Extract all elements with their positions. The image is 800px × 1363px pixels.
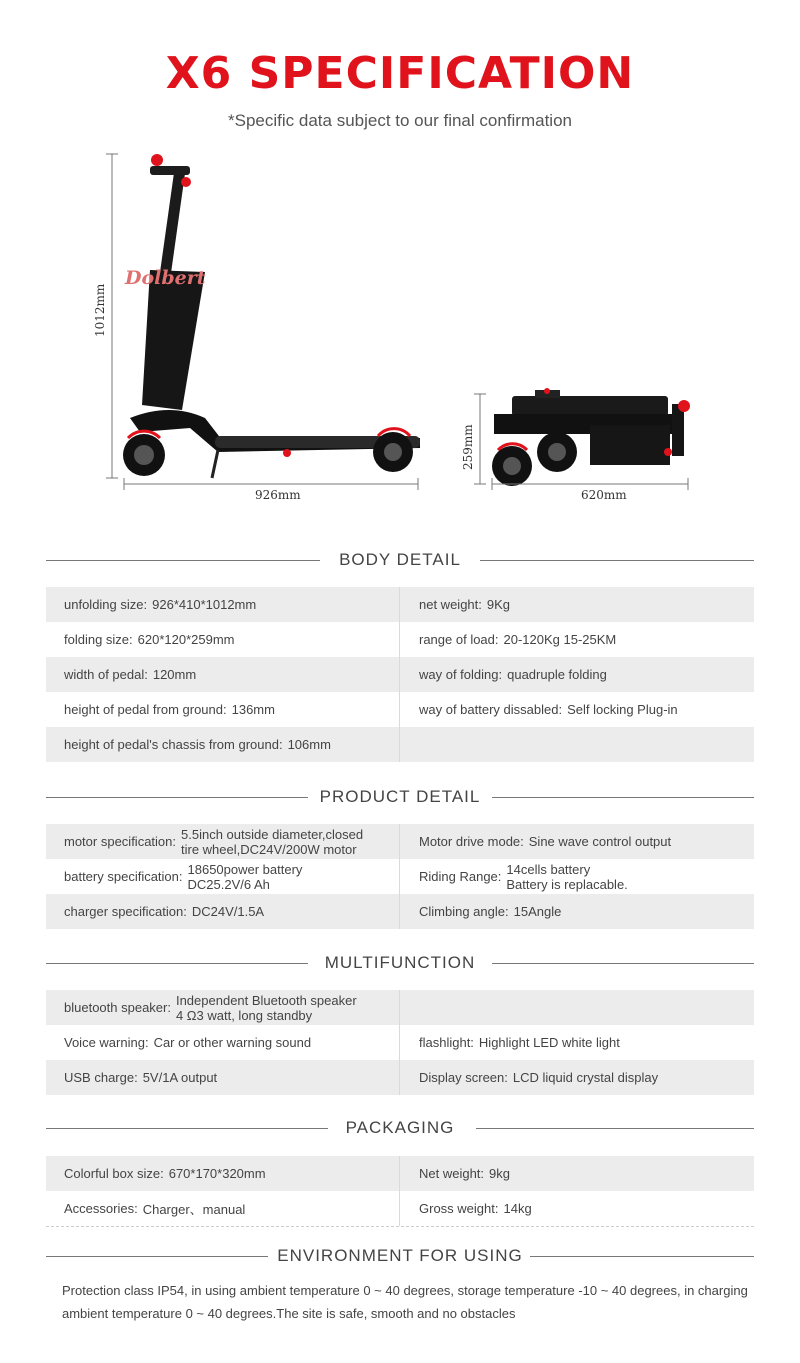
spec-key: folding size: <box>64 632 133 647</box>
table-row <box>46 692 754 727</box>
spec-value: 620*120*259mm <box>137 632 235 647</box>
spec-value: tire wheel,DC24V/200W motor <box>181 841 357 857</box>
spec-key: unfolding size: <box>64 597 148 612</box>
spec-key: Gross weight: <box>419 1201 499 1216</box>
spec-key: way of battery dissabled: <box>419 702 563 717</box>
spec-key: Display screen: <box>419 1070 508 1085</box>
table-row <box>46 657 754 692</box>
folded-height-label: 259mm <box>461 424 475 470</box>
spec-value: Charger、manual <box>142 1202 246 1217</box>
section-header-product <box>46 782 754 812</box>
spec-key: Riding Range: <box>419 869 502 884</box>
spec-value: LCD liquid crystal display <box>512 1070 659 1085</box>
folded-length-label: 620mm <box>581 488 627 502</box>
section-title-environment: ENVIRONMENT FOR USING <box>277 1246 523 1265</box>
spec-value: Sine wave control output <box>528 834 672 849</box>
section-header-body <box>46 545 754 575</box>
spec-value: 15Angle <box>513 904 562 919</box>
packaging-table <box>46 1156 754 1227</box>
multifunction-table <box>46 990 754 1095</box>
table-row <box>46 727 754 762</box>
spec-value: 926*410*1012mm <box>152 597 257 612</box>
spec-value: Battery is replacable. <box>506 876 628 892</box>
spec-key: height of pedal from ground: <box>64 702 227 717</box>
spec-value: 5V/1A output <box>142 1070 218 1085</box>
section-header-environment <box>46 1241 754 1271</box>
spec-key: net weight: <box>419 597 482 612</box>
spec-key: motor specification: <box>64 834 176 849</box>
table-row <box>46 1191 754 1227</box>
spec-value: 120mm <box>152 667 197 682</box>
spec-value: 5.5inch outside diameter,closed <box>181 826 364 842</box>
spec-key: Motor drive mode: <box>419 834 524 849</box>
spec-value: 136mm <box>231 702 275 717</box>
table-row <box>46 859 754 894</box>
table-row <box>46 622 754 657</box>
folded-scooter <box>492 388 690 486</box>
page-subtitle: *Specific data subject to our final confirmation <box>228 111 572 130</box>
spec-value: Independent Bluetooth speaker <box>175 992 357 1008</box>
spec-key: width of pedal: <box>64 667 148 682</box>
spec-value: 14kg <box>503 1201 532 1216</box>
table-row <box>46 824 754 859</box>
spec-value: 9Kg <box>486 597 511 612</box>
spec-key: Climbing angle: <box>419 904 509 919</box>
product-detail-table <box>46 824 754 929</box>
page-title: X6 SPECIFICATION <box>165 48 635 99</box>
spec-value: Car or other warning sound <box>153 1035 312 1050</box>
section-header-packaging <box>46 1113 754 1143</box>
table-row <box>46 894 754 929</box>
spec-key: height of pedal's chassis from ground: <box>64 737 283 752</box>
scooter-diagram <box>0 140 800 510</box>
table-row <box>46 990 754 1025</box>
section-header-multifunction <box>46 948 754 978</box>
spec-value: 9kg <box>489 1166 511 1181</box>
spec-value: Self locking Plug-in <box>567 702 678 717</box>
spec-key: Accessories: <box>64 1201 138 1216</box>
spec-value: 14cells battery <box>506 861 591 877</box>
height-label: 1012mm <box>93 283 107 337</box>
spec-key: Colorful box size: <box>64 1166 164 1181</box>
spec-value: 20-120Kg 15-25KM <box>503 632 617 647</box>
section-title-body: BODY DETAIL <box>339 550 461 569</box>
table-row <box>46 1025 754 1060</box>
unfolded-scooter <box>123 154 420 478</box>
spec-key: Voice warning: <box>64 1035 149 1050</box>
spec-value: Highlight LED white light <box>478 1035 620 1050</box>
spec-value: 4 Ω3 watt, long standby <box>175 1007 313 1023</box>
section-title-product: PRODUCT DETAIL <box>319 787 481 806</box>
spec-key: flashlight: <box>419 1035 474 1050</box>
spec-value: quadruple folding <box>507 667 607 682</box>
spec-value: DC24V/1.5A <box>191 904 265 919</box>
spec-value: 18650power battery <box>187 861 303 877</box>
spec-key: USB charge: <box>64 1070 138 1085</box>
spec-value: 670*170*320mm <box>168 1166 266 1181</box>
section-title-packaging: PACKAGING <box>345 1118 455 1137</box>
brand-logo: Dolbert <box>125 267 206 289</box>
spec-key: range of load: <box>419 632 499 647</box>
section-title-multifunction: MULTIFUNCTION <box>324 953 476 972</box>
table-row <box>46 1060 754 1095</box>
length-label: 926mm <box>255 488 301 502</box>
spec-key: battery specification: <box>64 869 183 884</box>
body-detail-table <box>46 587 754 762</box>
spec-key: bluetooth speaker: <box>64 1000 171 1015</box>
spec-key: Net weight: <box>419 1166 485 1181</box>
spec-key: charger specification: <box>64 904 187 919</box>
spec-value: DC25.2V/6 Ah <box>187 876 270 892</box>
spec-key: way of folding: <box>419 667 503 682</box>
table-row <box>46 1156 754 1191</box>
spec-value: 106mm <box>287 737 331 752</box>
table-row <box>46 587 754 622</box>
environment-text: Protection class IP54, in using ambient temperature 0 ~ 40 degrees, storage temperature -10 ~ 40 degrees, in charging ambient temperature 0 ~ 40 degrees.The site is safe, smooth and no obstacles <box>62 1283 748 1321</box>
